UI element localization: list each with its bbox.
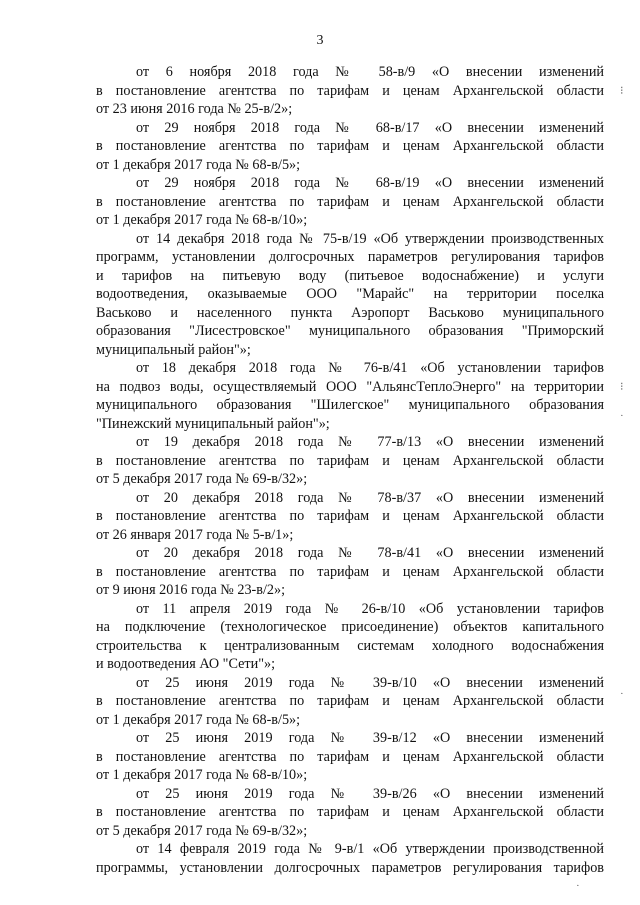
text-line: от 11 апреля 2019 года № 26-в/10 «Об установлении тарифов bbox=[136, 600, 604, 617]
text-line: программы, установлении долгосрочных параметров регулирования тарифов bbox=[96, 859, 604, 876]
page-number: 3 bbox=[316, 33, 324, 48]
text-line: от 9 июня 2016 года № 23-в/2»; bbox=[96, 582, 286, 598]
text-line: от 25 июня 2019 года № 39-в/10 «О внесении изменений bbox=[136, 674, 604, 691]
document-body bbox=[96, 63, 604, 877]
paragraph bbox=[96, 359, 604, 433]
text-line: Васьково и населенного пункта Аэропорт Васьково муниципального bbox=[96, 304, 604, 321]
text-line: от 14 декабря 2018 года № 75-в/19 «Об утверждении производственных bbox=[136, 230, 604, 247]
text-line: в постановление агентства по тарифам и ценам Архангельской области bbox=[96, 508, 604, 524]
text-line: строительства к централизованным системам холодного водоснабжения bbox=[96, 637, 604, 654]
text-line: от 5 декабря 2017 года № 69-в/32»; bbox=[96, 822, 308, 839]
scan-mark: · bbox=[576, 880, 580, 892]
text-line: от 14 февраля 2019 года № 9-в/1 «Об утверждении производственной bbox=[136, 841, 604, 857]
paragraph bbox=[96, 230, 604, 360]
text-line: программ, установлении долгосрочных параметров регулирования тарифов bbox=[96, 249, 604, 265]
paragraph bbox=[96, 544, 604, 600]
scan-mark: ⁝ bbox=[620, 85, 624, 97]
text-line: в постановление агентства по тарифам и ценам Архангельской области bbox=[96, 748, 604, 765]
paragraph bbox=[96, 433, 604, 489]
text-line: от 1 декабря 2017 года № 68-в/10»; bbox=[96, 212, 308, 228]
text-line: на подвоз воды, осуществляемый ООО "АльянсТеплоЭнерго" на территории bbox=[96, 378, 604, 395]
scan-mark: · bbox=[620, 688, 624, 700]
paragraph bbox=[96, 600, 604, 674]
text-line: от 29 ноября 2018 года № 68-в/19 «О внесении изменений bbox=[136, 175, 604, 191]
text-line: от 19 декабря 2018 года № 77-в/13 «О внесении изменений bbox=[136, 434, 604, 450]
text-line: от 1 декабря 2017 года № 68-в/5»; bbox=[96, 711, 301, 728]
text-line: в постановление агентства по тарифам и ценам Архангельской области bbox=[96, 452, 604, 469]
paragraph bbox=[96, 174, 604, 230]
scan-mark: ⁝ bbox=[620, 381, 624, 393]
text-line: и водоотведения АО "Сети"»; bbox=[96, 656, 276, 672]
text-line: в постановление агентства по тарифам и ценам Архангельской области bbox=[96, 804, 604, 820]
text-line: от 20 декабря 2018 года № 78-в/37 «О внесении изменений bbox=[136, 489, 604, 506]
text-line: в постановление агентства по тарифам и ценам Архангельской области bbox=[96, 138, 604, 154]
text-line: водоотведения, оказываемые ООО "Марайс" на территории поселка bbox=[96, 286, 604, 302]
paragraph bbox=[96, 489, 604, 545]
text-line: от 23 июня 2016 года № 25-в/2»; bbox=[96, 101, 293, 117]
text-line: от 18 декабря 2018 года № 76-в/41 «Об установлении тарифов bbox=[136, 360, 604, 376]
text-line: от 29 ноября 2018 года № 68-в/17 «О внесении изменений bbox=[136, 119, 604, 136]
text-line: от 5 декабря 2017 года № 69-в/32»; bbox=[96, 471, 308, 487]
paragraph bbox=[96, 119, 604, 175]
text-line: в постановление агентства по тарифам и ценам Архангельской области bbox=[96, 693, 604, 709]
text-line: от 20 декабря 2018 года № 78-в/41 «О внесении изменений bbox=[136, 545, 604, 561]
text-line: в постановление агентства по тарифам и ценам Архангельской области bbox=[96, 193, 604, 210]
text-line: от 6 ноября 2018 года № 58-в/9 «О внесении изменений bbox=[136, 64, 604, 80]
text-line: от 25 июня 2019 года № 39-в/12 «О внесении изменений bbox=[136, 730, 604, 746]
text-line: в постановление агентства по тарифам и ценам Архангельской области bbox=[96, 82, 604, 99]
text-line: от 25 июня 2019 года № 39-в/26 «О внесении изменений bbox=[136, 785, 604, 802]
text-line: на подключение (технологическое присоединение) объектов капитального bbox=[96, 619, 604, 635]
text-line: муниципальный район"»; bbox=[96, 341, 251, 358]
text-line: от 1 декабря 2017 года № 68-в/5»; bbox=[96, 156, 301, 173]
text-line: в постановление агентства по тарифам и ценам Архангельской области bbox=[96, 563, 604, 580]
text-line: образования "Лисестровское" муниципального образования "Приморский bbox=[96, 323, 604, 339]
paragraph bbox=[96, 729, 604, 785]
paragraph bbox=[96, 840, 604, 877]
text-line: от 26 января 2017 года № 5-в/1»; bbox=[96, 526, 294, 543]
scan-mark: · bbox=[620, 410, 624, 422]
text-line: и тарифов на питьевую воду (питьевое водоснабжение) и услуги bbox=[96, 267, 604, 284]
paragraph bbox=[96, 63, 604, 119]
paragraph bbox=[96, 785, 604, 841]
text-line: муниципального образования "Шилегское" муниципального образования bbox=[96, 397, 604, 413]
text-line: "Пинежский муниципальный район"»; bbox=[96, 415, 330, 432]
text-line: от 1 декабря 2017 года № 68-в/10»; bbox=[96, 767, 308, 783]
paragraph bbox=[96, 674, 604, 730]
